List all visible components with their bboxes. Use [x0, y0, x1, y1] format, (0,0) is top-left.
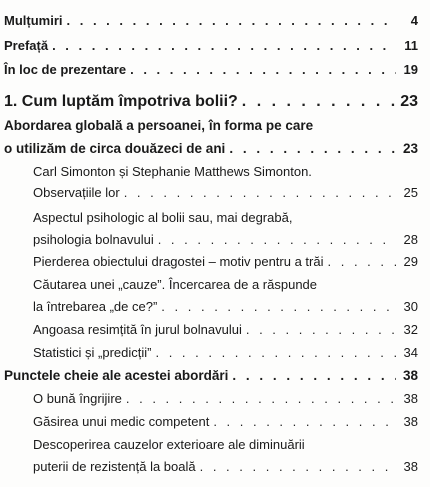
toc-section-1-line-1[interactable]: [0, 118, 430, 133]
subentry-page: 38: [403, 414, 418, 429]
subentry-title: Aspectul psihologic al bolii sau, mai degrabă,: [33, 210, 293, 225]
subentry-page: 38: [403, 391, 418, 406]
toc-subentry-1-line-2[interactable]: [0, 185, 430, 200]
toc-entry-page: 11: [404, 38, 418, 53]
toc-entry-in-loc-de-prezentare[interactable]: [0, 62, 430, 77]
subentry-title-continued: Observațiile lor: [33, 185, 120, 200]
toc-entry-title: Prefață: [4, 38, 49, 53]
dot-leader: [232, 368, 396, 383]
dot-leader: [213, 414, 396, 429]
toc-subentry-6[interactable]: [0, 345, 430, 360]
subentry-page: 28: [403, 232, 418, 247]
subentry-title-continued: la întrebarea „de ce?”: [33, 299, 158, 314]
toc-entry-multumiri[interactable]: [0, 13, 430, 28]
dot-leader: [328, 254, 397, 269]
section-title: Abordarea globală a persoanei, în forma pe care: [4, 118, 314, 133]
toc-subentry-9-line-1[interactable]: [0, 437, 430, 452]
subentry-title-continued: puterii de rezistență la boală: [33, 459, 196, 474]
subentry-title: O bună îngrijire: [33, 391, 122, 406]
subentry-title: Descoperirea cauzelor exterioare ale diminuării: [33, 437, 305, 452]
subentry-title: Pierderea obiectului dragostei – motiv pentru a trăi: [33, 254, 324, 269]
dot-leader: [124, 185, 396, 200]
section-title: Punctele cheie ale acestei abordări: [4, 368, 229, 383]
subentry-page: 29: [403, 254, 418, 269]
subentry-page: 32: [403, 322, 418, 337]
toc-subentry-7[interactable]: [0, 391, 430, 406]
toc-entry-page: 4: [410, 13, 418, 28]
toc-subentry-2-line-2[interactable]: [0, 232, 430, 247]
dot-leader: [158, 232, 396, 247]
toc-entry-title: Mulțumiri: [4, 13, 63, 28]
subentry-title: Angoasa resimțită în jurul bolnavului: [33, 322, 242, 337]
dot-leader: [155, 345, 396, 360]
subentry-title: Statistici și „predicții”: [33, 345, 152, 360]
dot-leader: [126, 391, 396, 406]
toc-entry-title: În loc de prezentare: [4, 62, 127, 77]
toc-entry-prefata[interactable]: [0, 38, 430, 53]
toc-entry-page: 19: [403, 62, 418, 77]
toc-subentry-1-line-1[interactable]: [0, 164, 430, 179]
toc-subentry-3[interactable]: [0, 254, 430, 269]
dot-leader: [130, 62, 396, 77]
toc-subentry-4-line-1[interactable]: [0, 277, 430, 292]
toc-subentry-4-line-2[interactable]: [0, 299, 430, 314]
subentry-title-continued: psihologia bolnavului: [33, 232, 154, 247]
toc-section-2[interactable]: [0, 368, 430, 383]
section-page: 38: [402, 368, 418, 383]
subentry-title: Căutarea unei „cauze”. Încercarea de a răspunde: [33, 277, 318, 292]
subentry-title: Găsirea unui medic competent: [33, 414, 210, 429]
dot-leader: [229, 141, 396, 156]
subentry-page: 34: [403, 345, 418, 360]
dot-leader: [161, 299, 396, 314]
section-page: 23: [402, 141, 418, 156]
toc-subentry-9-line-2[interactable]: [0, 459, 430, 474]
toc-subentry-2-line-1[interactable]: [0, 210, 430, 225]
dot-leader: [200, 459, 396, 474]
dot-leader: [52, 38, 396, 53]
dot-leader: [246, 322, 396, 337]
chapter-title: 1. Cum luptăm împotriva bolii?: [4, 93, 238, 110]
section-title-continued: o utilizăm de circa douăzeci de ani: [4, 141, 226, 156]
subentry-page: 30: [403, 299, 418, 314]
toc-chapter-1[interactable]: [0, 93, 430, 111]
toc-section-1-line-2[interactable]: [0, 141, 430, 156]
toc-subentry-8[interactable]: [0, 414, 430, 429]
dot-leader: [67, 13, 397, 28]
chapter-page: 23: [400, 93, 418, 110]
toc-subentry-5[interactable]: [0, 322, 430, 337]
dot-leader: [242, 93, 396, 111]
subentry-title: Carl Simonton și Stephanie Matthews Simonton.: [33, 164, 312, 179]
subentry-page: 38: [403, 459, 418, 474]
subentry-page: 25: [403, 185, 418, 200]
